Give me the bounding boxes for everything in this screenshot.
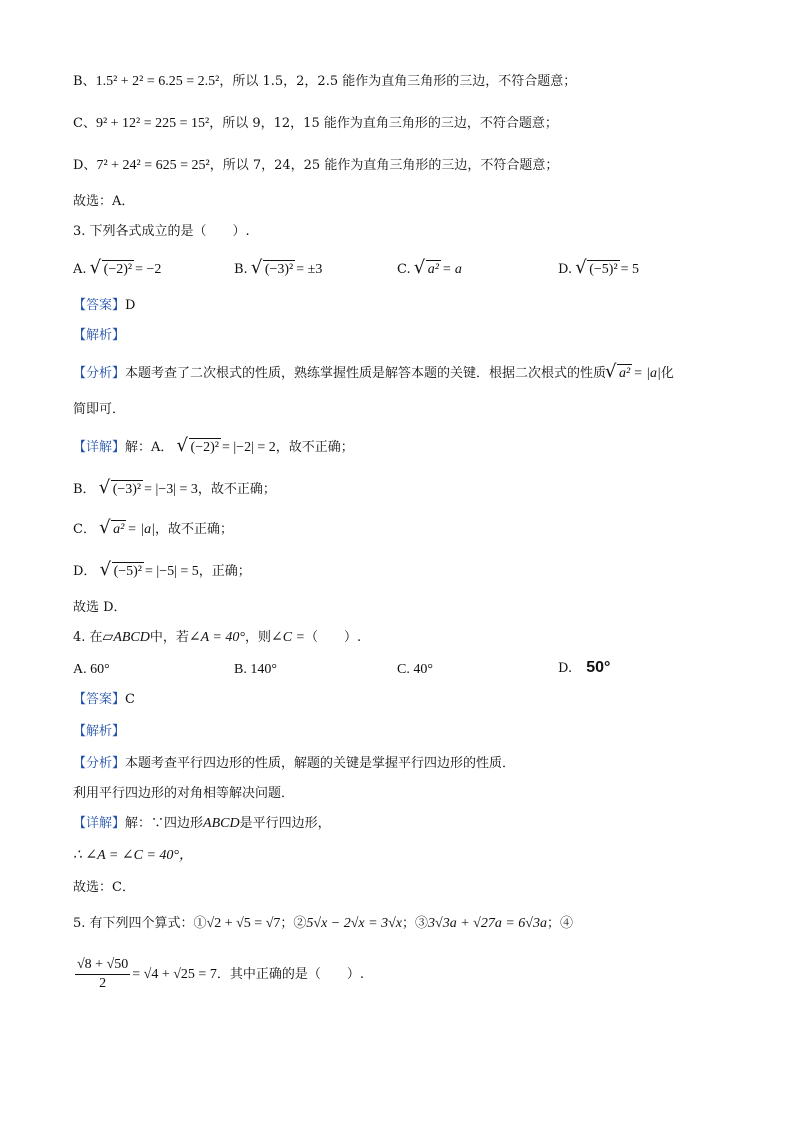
formula: 1.5² + 2² = 6.25 = 2.5² <box>95 74 220 89</box>
q4-choose: 故选：C． <box>73 880 135 895</box>
q3-analysis-tag: 【解析】 <box>73 328 126 343</box>
radical: √ (−2)² <box>179 438 221 458</box>
q4-stem: 4. 在▱ABCD中，若∠A = 40°，则∠C =（ ）. <box>73 630 362 645</box>
q3-stem: 3. 下列各式成立的是（ ）. <box>73 224 250 239</box>
q3-answer: 【答案】D <box>73 298 136 313</box>
q5-stem: 5. 有下列四个算式：①√2 + √5 = √7；②5√x − 2√x = 3√x；③3√3a + √27a = 6√3a；④ <box>73 916 573 931</box>
q4-option-b: B. 140° <box>234 662 277 677</box>
q5-formula-4: $\frac{√8 + √50}{2}$ = √4 + √25 = 7．其中正确的是（ ）. <box>77 957 364 991</box>
q4-therefore: ∴ ∠A = ∠C = 40°， <box>73 848 193 863</box>
q4-detail: 【详解】解：∵四边形ABCD是平行四边形， <box>73 816 331 831</box>
q3-fenxi: 【分析】本题考查了二次根式的性质，熟练掌握性质是解答本题的关键．根据二次根式的性质√ a² = |a|化 <box>73 364 674 384</box>
radical: √ (−2)² <box>92 260 134 280</box>
q3-option-c: C. √ a² = a <box>397 260 462 280</box>
label: B、 <box>73 74 96 89</box>
choose-a: 故选：A． <box>73 194 135 209</box>
q3-fenxi-cont: 简即可． <box>73 402 126 417</box>
label: C、 <box>73 116 96 131</box>
q4-option-d: D. 50° <box>558 659 611 676</box>
q4-analysis-tag: 【解析】 <box>73 724 126 739</box>
label: D、 <box>73 158 97 173</box>
q3-detail-d: D． √ (−5)² = |−5| = 5，正确； <box>73 562 251 582</box>
q4-option-a: A. 60° <box>73 662 110 677</box>
q3-option-a: A. √ (−2)² = −2 <box>73 260 161 280</box>
line-b <box>73 72 576 92</box>
radical: √ a² <box>607 364 632 384</box>
q3-choose: 故选 D． <box>73 600 127 615</box>
radical: √ a² <box>416 260 441 280</box>
line-c <box>73 114 558 134</box>
line-d <box>73 156 558 176</box>
radical: √ (−5)² <box>577 260 619 280</box>
radical: √ a² <box>101 520 126 540</box>
text: ，所以 9，12，15 能作为直角三角形的三边，不符合题意； <box>209 116 558 131</box>
q3-option-d: D. √ (−5)² = 5 <box>558 260 639 280</box>
radical: √ (−5)² <box>102 562 144 582</box>
radical: √ (−3)² <box>101 480 143 500</box>
formula: 9² + 12² = 225 = 15² <box>95 116 210 131</box>
q4-fenxi: 【分析】本题考查平行四边形的性质，解题的关键是掌握平行四边形的性质． <box>73 756 516 771</box>
q3-detail-c: C． √ a² = |a|，故不正确； <box>73 520 233 540</box>
text: ，所以 1.5，2，2.5 能作为直角三角形的三边，不符合题意； <box>219 74 577 89</box>
radical: √ (−3)² <box>253 260 295 280</box>
formula: 7² + 24² = 625 = 25² <box>96 158 210 173</box>
q4-answer: 【答案】C <box>73 692 135 707</box>
text: ，所以 7，24，25 能作为直角三角形的三边，不符合题意； <box>209 158 559 173</box>
q4-fenxi-cont: 利用平行四边形的对角相等解决问题． <box>73 786 295 801</box>
q3-detail-b: B． √ (−3)² = |−3| = 3，故不正确； <box>73 480 276 500</box>
q4-option-c: C. 40° <box>397 662 433 677</box>
fraction: $\frac{√8 + √50}{2}$ <box>77 957 129 991</box>
q3-detail-a: 【详解】解：A． √ (−2)² = |−2| = 2，故不正确； <box>73 438 354 458</box>
q3-option-b: B. √ (−3)² = ±3 <box>234 260 322 280</box>
